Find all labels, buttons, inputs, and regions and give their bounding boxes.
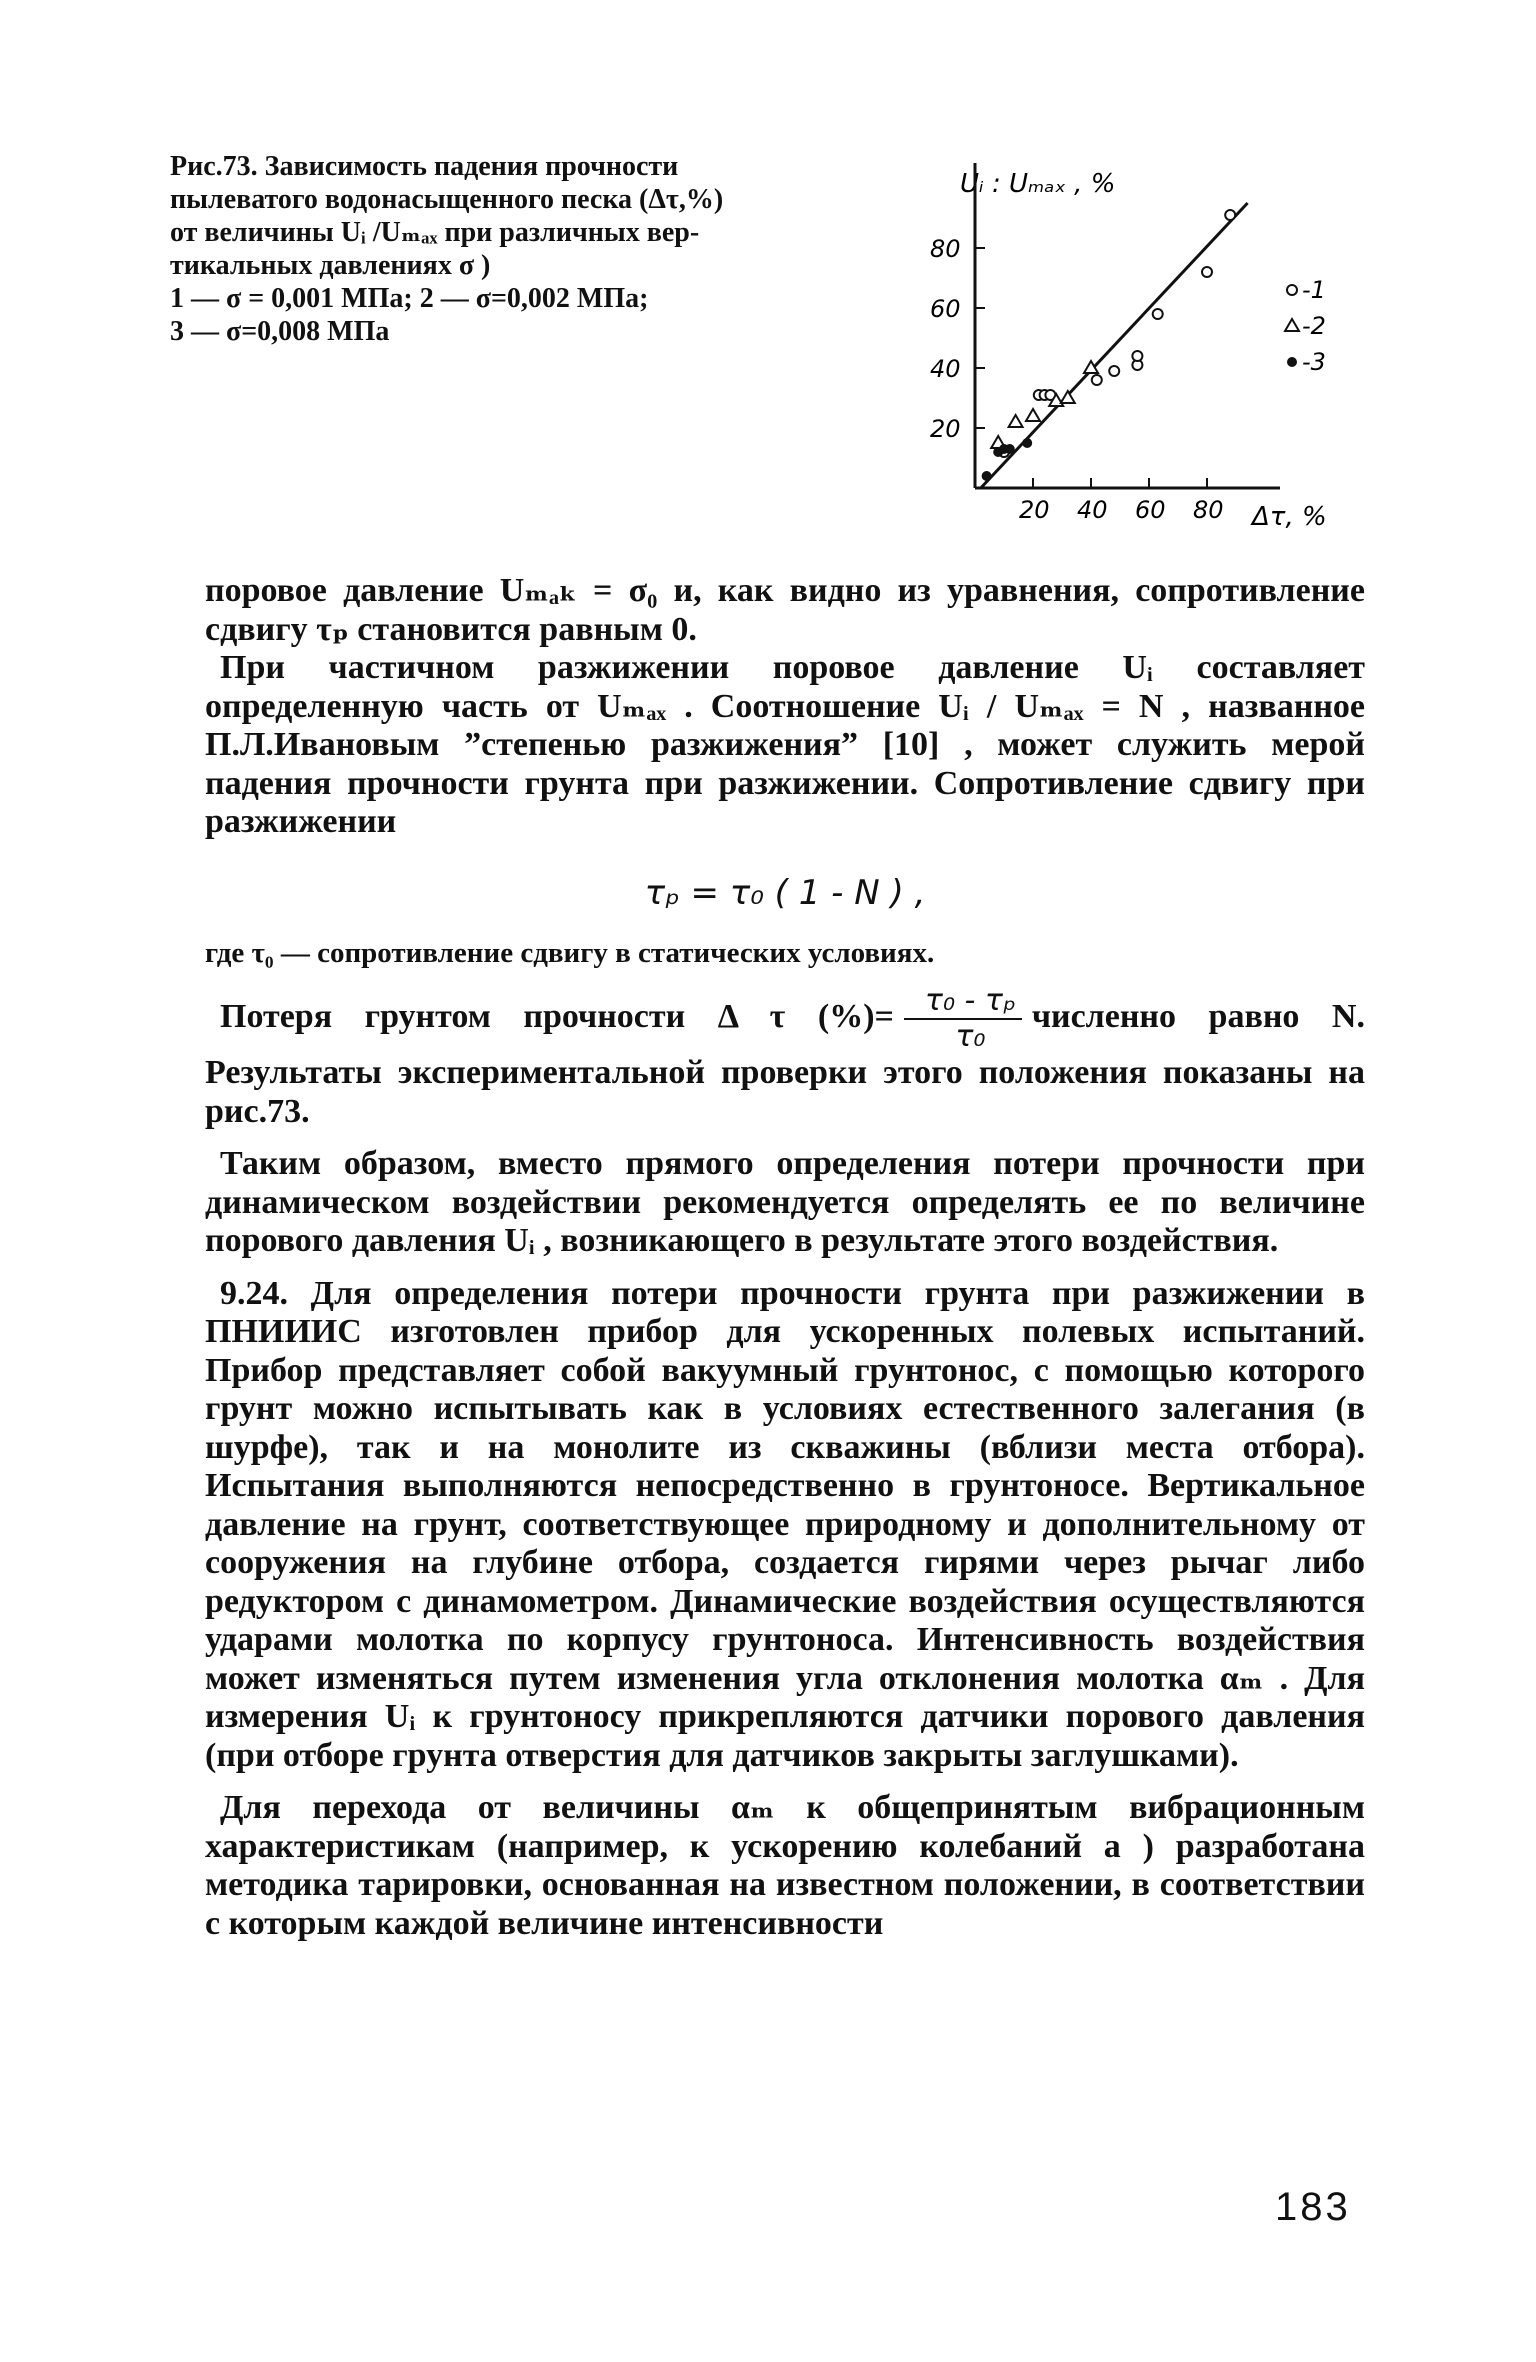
strength-loss-text: Потеря грунтом прочности Δ τ (%)= [220, 997, 894, 1035]
x-ticks [1019, 478, 1224, 524]
point-series-1 [1132, 351, 1142, 361]
caption-line: пылеватого водонасыщенного песка (Δτ,%) [170, 184, 724, 215]
point-series-2 [1026, 409, 1040, 421]
point-series-1 [1092, 375, 1102, 385]
figure-caption [170, 150, 890, 348]
point-series-2 [1061, 391, 1075, 403]
caption-line: тикальных давлениях σ ) [170, 250, 491, 281]
trend-line [981, 203, 1248, 488]
y-tick-label: 40 [930, 355, 961, 383]
legend-marker [1285, 319, 1299, 331]
x-tick-label: 40 [1077, 496, 1108, 524]
caption-line: 1 — σ = 0,001 МПа; 2 — σ=0,002 МПа; [170, 283, 649, 314]
point-series-1 [1225, 210, 1235, 220]
y-ticks [930, 235, 985, 443]
legend-marker [1287, 357, 1297, 367]
fraction-numerator: τ₀ - τₚ [904, 984, 1022, 1020]
x-tick-label: 60 [1135, 496, 1166, 524]
point-series-3 [982, 471, 992, 481]
equation-shear-resistance: τₚ = τ₀ ( 1 - N ) , [644, 872, 926, 913]
strength-loss-tail: численно равно N. Результаты экспериментальной проверки этого положения показаны на рис.73. [205, 997, 1365, 1130]
regression-line [981, 203, 1248, 488]
paragraph-calibration: Для перехода от величины αₘ к общепринятым вибрационным характеристикам (например, к ускорению колебаний a ) разработана методика тарировки, основанная на известном положении, в соответствии с которым каждой величине интенсивности [205, 1789, 1365, 1942]
y-tick-label: 20 [930, 415, 961, 443]
x-axis-label: Δτ, % [1252, 502, 1327, 532]
x-tick-label: 20 [1019, 496, 1050, 524]
fraction-denominator: τ₀ [955, 1019, 986, 1054]
strength-loss-fraction [904, 984, 1022, 1054]
point-series-3 [1022, 438, 1032, 448]
body-text-block [205, 572, 1365, 1943]
caption-line: Рис.73. Зависимость падения прочности [170, 151, 679, 182]
paragraph-9-24: 9.24. Для определения потери прочности грунта при разжижении в ПНИИИС изготовлен прибор для ускоренных полевых испытаний. Прибор представляет собой вакуумный грунтонос, с помощью которого грунт можно испытывать как в условиях естественного залегания (в шурфе), так и на монолите из скважины (вблизи места отбора). Испытания выполняются непосредственно в грунтоносе. Вертикальное давление на грунт, соответствующее природному и дополнительному от сооружения на глубине отбора, создается гирями через рычаг либо редуктором с динамометром. Динамические воздействия осуществляются ударами молотка по корпусу грунтоноса. Интенсивность воздействия может изменяться путем изменения угла отклонения молотка αₘ . Для измерения Uᵢ к грунтоносу прикрепляются датчики порового давления (при отборе грунта отверстия для датчиков закрыты заглушками). [205, 1274, 1365, 1774]
paragraph-strength-loss [205, 984, 1365, 1131]
page-number: 183 [1275, 2185, 1351, 2229]
legend-label: -2 [1302, 312, 1326, 340]
caption-line: 3 — σ=0,008 МПа [170, 316, 390, 347]
figure-73-chart [900, 150, 1340, 540]
point-series-3 [1005, 444, 1015, 454]
point-series-1 [1109, 366, 1119, 376]
legend [1285, 276, 1326, 376]
y-tick-label: 80 [930, 235, 961, 263]
data-points [982, 210, 1236, 481]
point-series-2 [1009, 415, 1023, 427]
scatter-plot [900, 150, 1340, 540]
y-tick-label: 60 [930, 295, 961, 323]
paragraph-partial-liquefaction: При частичном разжижении поровое давление Uᵢ составляет определенную часть от Uₘₐₓ . Соотношение Uᵢ / Uₘₐₓ = N , названное П.Л.Ивановым ”степенью разжижения” [10] , может служить мерой падения прочности грунта при разжижении. Сопротивление сдвигу при разжижении [205, 649, 1365, 840]
x-tick-label: 80 [1193, 496, 1224, 524]
legend-marker [1287, 285, 1297, 295]
paragraph-where: где τ₀ — сопротивление сдвигу в статических условиях. [205, 937, 935, 969]
y-axis-label: Uᵢ : Uₘₐₓ , % [960, 169, 1116, 199]
legend-label: -1 [1302, 276, 1326, 304]
paragraph-conclusion: Таким образом, вместо прямого определения потери прочности при динамическом воздействии рекомендуется определять ее по величине порового давления Uᵢ , возникающего в результате этого воздействия. [205, 1145, 1365, 1259]
paragraph-pore-pressure: поровое давление Uₘₐₖ = σ₀ и, как видно из уравнения, сопротивление сдвигу τₚ становится равным 0. [205, 572, 1365, 648]
caption-line: от величины Uᵢ /Uₘₐₓ при различных вер- [170, 217, 700, 248]
point-series-1 [1153, 309, 1163, 319]
point-series-1 [1202, 267, 1212, 277]
legend-label: -3 [1302, 348, 1326, 376]
